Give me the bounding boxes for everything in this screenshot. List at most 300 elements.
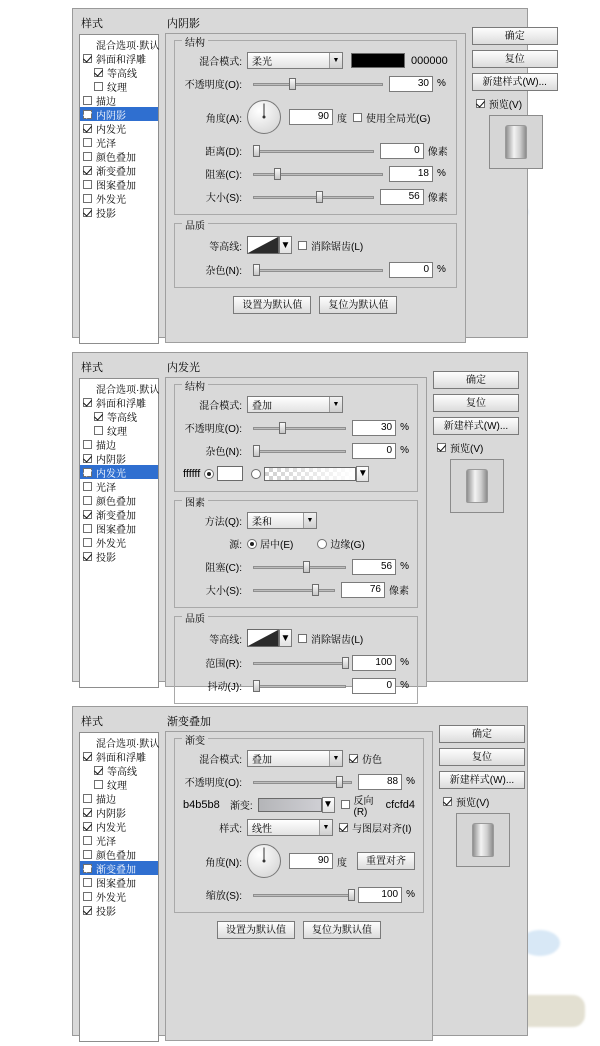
style-item-contour[interactable] (80, 409, 158, 423)
style-item-gradient-overlay[interactable] (80, 507, 158, 521)
checkbox-icon[interactable] (83, 180, 92, 189)
jitter-input[interactable]: 0 (352, 678, 396, 694)
checkbox-icon[interactable] (94, 412, 103, 421)
distance-input[interactable]: 0 (380, 143, 424, 159)
style-item-bevel[interactable] (80, 749, 158, 763)
checkbox-icon[interactable] (437, 443, 446, 452)
row-jitter (183, 676, 409, 695)
checkbox-icon[interactable] (349, 754, 358, 763)
new-style-button[interactable]: 新建样式(W)... (439, 771, 525, 789)
align-with-layer-label: 与图层对齐(I) (352, 824, 412, 835)
preview-checkbox[interactable] (437, 440, 521, 455)
range-slider[interactable] (253, 656, 346, 670)
style-item-label: 光泽 (96, 482, 116, 494)
opacity-slider[interactable] (253, 77, 383, 91)
checkbox-icon[interactable] (83, 496, 92, 505)
preview-thumbnail (456, 813, 510, 867)
style-item-stroke[interactable] (80, 791, 158, 805)
checkbox-icon[interactable] (298, 634, 307, 643)
slider-thumb[interactable] (289, 78, 296, 90)
checkbox-icon[interactable] (83, 752, 92, 761)
checkbox-icon[interactable] (83, 850, 92, 859)
opacity-slider[interactable] (253, 775, 352, 789)
checkbox-icon[interactable] (83, 808, 92, 817)
section-title: 内发光 (167, 362, 200, 374)
style-item-label: 等高线 (107, 766, 137, 778)
field-label: 角度(N): (205, 857, 242, 869)
dither-label: 仿色 (362, 755, 382, 766)
style-item-texture[interactable] (80, 79, 158, 93)
row-distance (183, 141, 448, 160)
checkbox-icon[interactable] (83, 538, 92, 547)
checkbox-icon[interactable] (94, 766, 103, 775)
row-noise (183, 260, 448, 279)
field-label: 范围(R): (205, 659, 242, 670)
row-size (183, 580, 409, 599)
style-item-blending[interactable] (80, 735, 158, 749)
size-input[interactable]: 56 (380, 189, 424, 205)
opacity-input[interactable]: 30 (352, 420, 396, 436)
checkbox-icon[interactable] (83, 552, 92, 561)
slider-thumb[interactable] (274, 168, 281, 180)
slider-thumb[interactable] (316, 191, 323, 203)
style-item-inner-glow[interactable] (80, 465, 158, 479)
style-item-label: 内发光 (96, 468, 126, 480)
style-item-label: 等高线 (107, 68, 137, 80)
field-label: 源: (229, 540, 242, 551)
chevron-down-icon[interactable]: ▼ (329, 53, 342, 68)
group-elements (174, 500, 418, 608)
checkbox-icon[interactable] (83, 54, 92, 63)
dither-checkbox[interactable] (349, 751, 382, 766)
unit-label: 像素 (427, 147, 448, 158)
shadow-color-swatch[interactable] (351, 53, 405, 68)
default-buttons (174, 296, 457, 314)
styles-list[interactable] (79, 34, 159, 344)
color-radio[interactable] (204, 469, 214, 479)
field-label: 不透明度(O): (184, 424, 242, 435)
technique-value: 柔和 (252, 517, 272, 528)
style-item-blending[interactable] (80, 381, 158, 395)
reset-button[interactable]: 复位 (472, 50, 558, 68)
style-item-color-overlay[interactable] (80, 847, 158, 861)
settings-column (165, 15, 466, 331)
checkbox-icon[interactable] (83, 878, 92, 887)
slider-track (253, 173, 383, 176)
group-quality (174, 616, 418, 704)
preview-thumbnail (489, 115, 543, 169)
style-item-outer-glow[interactable] (80, 535, 158, 549)
row-choke (183, 557, 409, 576)
styles-title: 样式 (81, 716, 103, 728)
field-label: 渐变: (229, 801, 253, 812)
style-item-blending[interactable] (80, 37, 158, 51)
contour-dropdown-icon[interactable]: ▼ (279, 629, 292, 647)
section-title: 渐变叠加 (167, 716, 211, 728)
distance-slider[interactable] (253, 144, 374, 158)
decorative-blob (540, 380, 570, 400)
style-item-label: 光泽 (96, 836, 116, 848)
style-item-gradient-overlay[interactable] (80, 163, 158, 177)
checkbox-icon[interactable] (476, 99, 485, 108)
blend-mode-select[interactable] (247, 52, 343, 69)
angle-center-dot-icon (263, 116, 266, 119)
style-item-bevel[interactable] (80, 51, 158, 65)
jitter-slider[interactable] (253, 679, 346, 693)
chevron-down-icon[interactable]: ▼ (319, 820, 332, 835)
style-item-label: 外发光 (96, 194, 126, 206)
style-item-label: 图案叠加 (96, 878, 136, 890)
slider-thumb[interactable] (253, 264, 260, 276)
radio-icon[interactable] (317, 539, 327, 549)
checkbox-icon[interactable] (83, 194, 92, 203)
field-label: 角度(A): (205, 113, 242, 125)
checkbox-icon[interactable] (83, 836, 92, 845)
slider-track (253, 83, 383, 86)
glow-gradient-bar[interactable] (264, 467, 356, 481)
slider-track (253, 427, 346, 430)
row-glow-source (183, 464, 409, 483)
checkbox-icon[interactable] (83, 468, 92, 477)
row-contour (183, 234, 448, 256)
slider-thumb[interactable] (348, 889, 355, 901)
use-global-light-checkbox[interactable] (353, 110, 430, 125)
choke-slider[interactable] (253, 560, 346, 574)
unit-label: % (400, 657, 409, 668)
radio-icon[interactable] (247, 539, 257, 549)
group-structure (174, 384, 418, 492)
slider-track (253, 450, 346, 453)
checkbox-icon[interactable] (83, 482, 92, 491)
style-item-label: 外发光 (96, 892, 126, 904)
style-item-label: 内阴影 (96, 808, 126, 820)
unit-label: % (400, 445, 409, 456)
style-item-label: 描边 (96, 440, 116, 452)
preview-label: 预览(V) (450, 444, 484, 455)
glow-color-swatch[interactable] (217, 466, 243, 481)
field-label: 大小(S): (205, 193, 242, 204)
group-legend: 品质 (182, 610, 208, 625)
slider-thumb[interactable] (253, 445, 260, 457)
styles-title: 样式 (81, 18, 103, 30)
blend-mode-value: 柔光 (252, 57, 272, 68)
range-input[interactable]: 100 (352, 655, 396, 671)
slider-thumb[interactable] (342, 657, 349, 669)
style-item-outer-glow[interactable] (80, 889, 158, 903)
gradient-radio[interactable] (251, 469, 261, 479)
opacity-slider[interactable] (253, 421, 346, 435)
settings-panel (165, 731, 433, 1041)
gradient-preview-bar[interactable] (258, 798, 322, 812)
set-default-button[interactable]: 设置为默认值 (217, 921, 295, 939)
checkbox-icon[interactable] (83, 124, 92, 133)
checkbox-icon[interactable] (83, 892, 92, 901)
field-label: 阻塞(C): (205, 170, 242, 181)
checkbox-icon[interactable] (83, 454, 92, 463)
gradient-dropdown-icon[interactable]: ▼ (322, 797, 335, 813)
preview-checkbox[interactable] (476, 96, 560, 111)
slider-thumb[interactable] (253, 680, 260, 692)
group-quality (174, 223, 457, 288)
style-item-label: 颜色叠加 (96, 152, 136, 164)
anti-alias-checkbox[interactable] (298, 631, 363, 646)
checkbox-icon[interactable] (94, 82, 103, 91)
style-item-drop-shadow[interactable] (80, 903, 158, 917)
style-item-color-overlay[interactable] (80, 493, 158, 507)
field-label: 样式: (219, 824, 242, 835)
ok-button[interactable]: 确定 (439, 725, 525, 743)
style-item-label: 内阴影 (96, 110, 126, 122)
settings-column (165, 359, 427, 693)
settings-column (165, 713, 433, 1029)
noise-input[interactable]: 0 (352, 443, 396, 459)
style-item-label: 纹理 (107, 780, 127, 792)
checkbox-icon[interactable] (83, 138, 92, 147)
unit-label: % (400, 422, 409, 433)
style-item-label: 斜面和浮雕 (96, 398, 146, 410)
field-label: 混合模式: (199, 755, 242, 766)
row-opacity (183, 74, 448, 93)
styles-list[interactable] (79, 378, 159, 688)
row-contour (183, 627, 409, 649)
field-label: 等高线: (209, 634, 242, 646)
new-style-button[interactable]: 新建样式(W)... (433, 417, 519, 435)
style-item-texture[interactable] (80, 423, 158, 437)
new-style-button[interactable]: 新建样式(W)... (472, 73, 558, 91)
checkbox-icon[interactable] (83, 152, 92, 161)
unit-label: 像素 (389, 586, 409, 597)
style-item-label: 斜面和浮雕 (96, 54, 146, 66)
style-item-texture[interactable] (80, 777, 158, 791)
style-item-label: 投影 (96, 552, 116, 564)
slider-thumb[interactable] (303, 561, 310, 573)
style-item-contour[interactable] (80, 65, 158, 79)
checkbox-icon[interactable] (83, 822, 92, 831)
checkbox-icon[interactable] (83, 794, 92, 803)
source-edge-label: 边缘(G) (330, 540, 365, 551)
checkbox-icon[interactable] (94, 68, 103, 77)
styles-list[interactable] (79, 732, 159, 1042)
field-label: 等高线: (209, 241, 242, 253)
style-item-label: 内发光 (96, 822, 126, 834)
style-item-label: 图案叠加 (96, 524, 136, 536)
actions-column (439, 713, 527, 1029)
ok-button[interactable]: 确定 (433, 371, 519, 389)
reset-default-button[interactable]: 复位为默认值 (319, 296, 397, 314)
noise-slider[interactable] (253, 263, 383, 277)
field-label: 抖动(J): (207, 682, 242, 693)
field-label: 缩放(S): (205, 891, 242, 902)
chevron-down-icon[interactable]: ▼ (329, 751, 342, 766)
style-item-drop-shadow[interactable] (80, 205, 158, 219)
style-item-bevel[interactable] (80, 395, 158, 409)
angle-center-dot-icon (263, 860, 266, 863)
style-item-pattern-overlay[interactable] (80, 177, 158, 191)
checkbox-icon[interactable] (83, 510, 92, 519)
style-item-gradient-overlay[interactable] (80, 861, 158, 875)
slider-track (253, 196, 374, 199)
checkbox-icon[interactable] (94, 780, 103, 789)
actions-column (472, 15, 560, 331)
style-item-stroke[interactable] (80, 93, 158, 107)
preview-checkbox[interactable] (443, 794, 527, 809)
preview-label: 预览(V) (488, 100, 523, 111)
blend-mode-select[interactable] (247, 750, 343, 767)
size-input[interactable]: 76 (341, 582, 385, 598)
scale-input[interactable]: 100 (358, 887, 402, 903)
style-item-label: 颜色叠加 (96, 850, 136, 862)
contour-preview[interactable] (247, 236, 279, 254)
row-choke (183, 164, 448, 183)
unit-label: % (437, 168, 446, 179)
style-item-label: 纹理 (107, 82, 127, 94)
checkbox-icon[interactable] (353, 113, 362, 122)
style-item-inner-glow[interactable] (80, 819, 158, 833)
unit-label: % (406, 776, 415, 787)
style-item-label: 描边 (96, 96, 116, 108)
checkbox-icon[interactable] (341, 800, 350, 809)
shadow-color-hex: 000000 (411, 54, 448, 67)
anti-alias-checkbox[interactable] (298, 238, 363, 253)
checkbox-icon[interactable] (94, 426, 103, 435)
style-item-inner-shadow[interactable] (80, 805, 158, 819)
chevron-down-icon[interactable]: ▼ (329, 397, 342, 412)
row-angle (183, 841, 415, 881)
source-edge-radio[interactable] (317, 536, 364, 551)
gradient-dropdown-icon[interactable]: ▼ (356, 466, 369, 482)
slider-track (253, 150, 374, 153)
unit-label: % (400, 561, 409, 572)
style-item-inner-shadow[interactable] (80, 107, 158, 121)
technique-select[interactable] (247, 512, 317, 529)
contour-preview[interactable] (247, 629, 279, 647)
checkbox-icon[interactable] (83, 440, 92, 449)
checkbox-icon[interactable] (83, 110, 92, 119)
checkbox-icon[interactable] (83, 166, 92, 175)
style-item-drop-shadow[interactable] (80, 549, 158, 563)
style-item-pattern-overlay[interactable] (80, 875, 158, 889)
group-legend: 渐变 (182, 732, 208, 747)
preview-label: 预览(V) (456, 798, 490, 809)
source-center-radio[interactable] (247, 536, 293, 551)
checkbox-icon[interactable] (83, 864, 92, 873)
opacity-input[interactable]: 30 (389, 76, 433, 92)
style-item-label: 混合选项·默认 (96, 384, 160, 396)
styles-column (79, 359, 159, 675)
checkbox-icon[interactable] (83, 906, 92, 915)
slider-thumb[interactable] (253, 145, 260, 157)
slider-track (253, 685, 346, 688)
size-slider[interactable] (253, 190, 374, 204)
style-item-label: 渐变叠加 (96, 864, 136, 876)
field-label: 混合模式: (199, 401, 242, 412)
size-slider[interactable] (253, 583, 335, 597)
angle-input[interactable]: 90 (289, 853, 333, 869)
reset-align-button[interactable]: 重置对齐 (357, 852, 415, 870)
style-item-contour[interactable] (80, 763, 158, 777)
checkbox-icon[interactable] (83, 96, 92, 105)
chevron-down-icon[interactable]: ▼ (303, 513, 316, 528)
angle-dial[interactable] (247, 100, 281, 134)
field-label: 阻塞(C): (205, 563, 242, 574)
checkbox-icon[interactable] (339, 823, 348, 832)
style-item-inner-shadow[interactable] (80, 451, 158, 465)
blend-mode-select[interactable] (247, 396, 343, 413)
gradient-style-select[interactable] (247, 819, 333, 836)
anti-alias-label: 消除锯齿(L) (311, 241, 364, 253)
row-technique (183, 511, 409, 530)
contour-dropdown-icon[interactable]: ▼ (279, 236, 292, 254)
anti-alias-label: 消除锯齿(L) (311, 634, 364, 646)
checkbox-icon[interactable] (83, 524, 92, 533)
reverse-checkbox[interactable] (341, 792, 380, 818)
style-item-satin[interactable] (80, 833, 158, 847)
unit-label: % (400, 680, 409, 691)
scale-slider[interactable] (253, 888, 352, 902)
preview-object (505, 125, 527, 159)
slider-thumb[interactable] (312, 584, 319, 596)
choke-slider[interactable] (253, 167, 383, 181)
row-scale (183, 885, 415, 904)
style-item-outer-glow[interactable] (80, 191, 158, 205)
styles-column (79, 713, 159, 1029)
default-buttons (174, 921, 424, 939)
style-item-label: 投影 (96, 208, 116, 220)
noise-input[interactable]: 0 (389, 262, 433, 278)
style-item-inner-glow[interactable] (80, 121, 158, 135)
noise-slider[interactable] (253, 444, 346, 458)
angle-dial[interactable] (247, 844, 281, 878)
checkbox-icon[interactable] (443, 797, 452, 806)
slider-thumb[interactable] (279, 422, 286, 434)
angle-input[interactable]: 90 (289, 109, 333, 125)
style-item-satin[interactable] (80, 135, 158, 149)
style-item-color-overlay[interactable] (80, 149, 158, 163)
style-item-label: 混合选项·默认 (96, 40, 160, 52)
actions-column (433, 359, 521, 675)
settings-panel (165, 377, 427, 693)
style-item-pattern-overlay[interactable] (80, 521, 158, 535)
reset-default-button[interactable]: 复位为默认值 (303, 921, 381, 939)
choke-input[interactable]: 56 (352, 559, 396, 575)
checkbox-icon[interactable] (83, 398, 92, 407)
reverse-label: 反向(R) (353, 795, 374, 818)
settings-panel (165, 33, 466, 343)
slider-track (253, 566, 346, 569)
reset-button[interactable]: 复位 (433, 394, 519, 412)
style-item-label: 等高线 (107, 412, 137, 424)
style-item-satin[interactable] (80, 479, 158, 493)
reset-button[interactable]: 复位 (439, 748, 525, 766)
style-item-label: 内阴影 (96, 454, 126, 466)
style-item-label: 斜面和浮雕 (96, 752, 146, 764)
align-with-layer-checkbox[interactable] (339, 820, 411, 835)
style-item-label: 混合选项·默认 (96, 738, 160, 750)
layer-style-dialog-gradient-overlay (72, 706, 528, 1036)
ok-button[interactable]: 确定 (472, 27, 558, 45)
row-range (183, 653, 409, 672)
choke-input[interactable]: 18 (389, 166, 433, 182)
slider-thumb[interactable] (336, 776, 343, 788)
checkbox-icon[interactable] (83, 208, 92, 217)
set-default-button[interactable]: 设置为默认值 (233, 296, 311, 314)
layer-style-dialog-inner-shadow (72, 8, 547, 338)
opacity-input[interactable]: 88 (358, 774, 402, 790)
checkbox-icon[interactable] (298, 241, 307, 250)
unit-label: 像素 (427, 193, 448, 204)
style-item-stroke[interactable] (80, 437, 158, 451)
field-label: 大小(S): (205, 586, 242, 597)
